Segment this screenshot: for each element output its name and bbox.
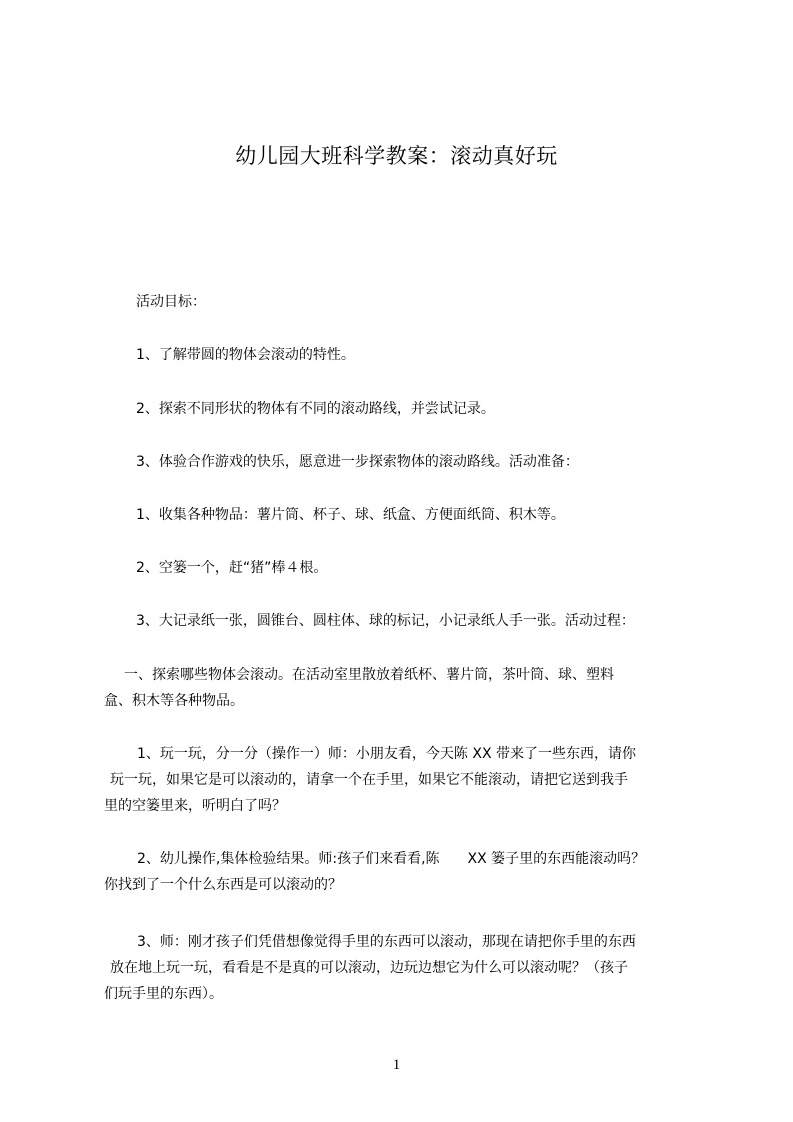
paragraph-line: 活动目标： [136,294,206,310]
paragraph-line: 3、体验合作游戏的快乐，愿意进一步探索物体的滚动路线。活动准备： [136,454,579,470]
paragraph-process-1-2 [104,846,710,898]
paragraph-line: 2、幼儿操作,集体检验结果。师:孩子们来看看,陈 XX 篓子里的东西能滚动吗？ [137,851,646,867]
page-number: 1 [392,1057,401,1073]
paragraph-line: 1、收集各种物品：薯片筒、杯子、球、纸盒、方便面纸筒、积木等。 [136,507,565,523]
paragraph-activity-goals-heading [104,289,710,315]
paragraph-goal-3 [104,449,710,475]
paragraph-prep-3 [104,608,710,634]
paragraph-process-1-3 [104,929,710,1007]
document-title: 幼儿园大班科学教案：滚动真好玩 [235,144,558,168]
paragraph-line: 盒、积木等各种物品。 [104,693,244,709]
paragraph-line: 里的空篓里来，听明白了吗？ [104,798,286,814]
paragraph-line: 你找到了一个什么东西是可以滚动的？ [104,877,342,893]
paragraph-line: 3、大记录纸一张，圆锥台、圆柱体、球的标记，小记录纸人手一张。活动过程： [136,613,635,629]
paragraph-line: 2、探索不同形状的物体有不同的滚动路线，并尝试记录。 [136,401,495,417]
paragraph-line: 2、空篓一个，赶“猪”棒４根。 [136,560,328,576]
paragraph-goal-2 [104,396,710,422]
paragraph-prep-2 [104,555,710,581]
paragraph-line: 玩一玩，如果它是可以滚动的，请拿一个在手里，如果它不能滚动，请把它送到我手 [110,772,628,788]
paragraph-line: 一、探索哪些物体会滚动。在活动室里散放着纸杯、薯片筒，茶叶筒、球、塑料 [124,667,614,683]
paragraph-line: 1、了解带圆的物体会滚动的特性。 [136,347,355,363]
paragraph-line: 1、玩一玩，分一分（操作一）师：小朋友看，今天陈 XX 带来了一些东西，请你 [137,746,636,762]
paragraph-goal-1 [104,342,710,368]
paragraph-process-1 [104,662,710,714]
paragraph-process-1-1 [104,741,710,819]
paragraph-line: 3、师：刚才孩子们凭借想像觉得手里的东西可以滚动，那现在请把你手里的东西 [137,934,636,950]
paragraph-line: 放在地上玩一玩，看看是不是真的可以滚动，边玩边想它为什么可以滚动呢？（孩子 [110,960,628,976]
paragraph-line: 们玩手里的东西）。 [104,986,223,1002]
paragraph-prep-1 [104,502,710,528]
